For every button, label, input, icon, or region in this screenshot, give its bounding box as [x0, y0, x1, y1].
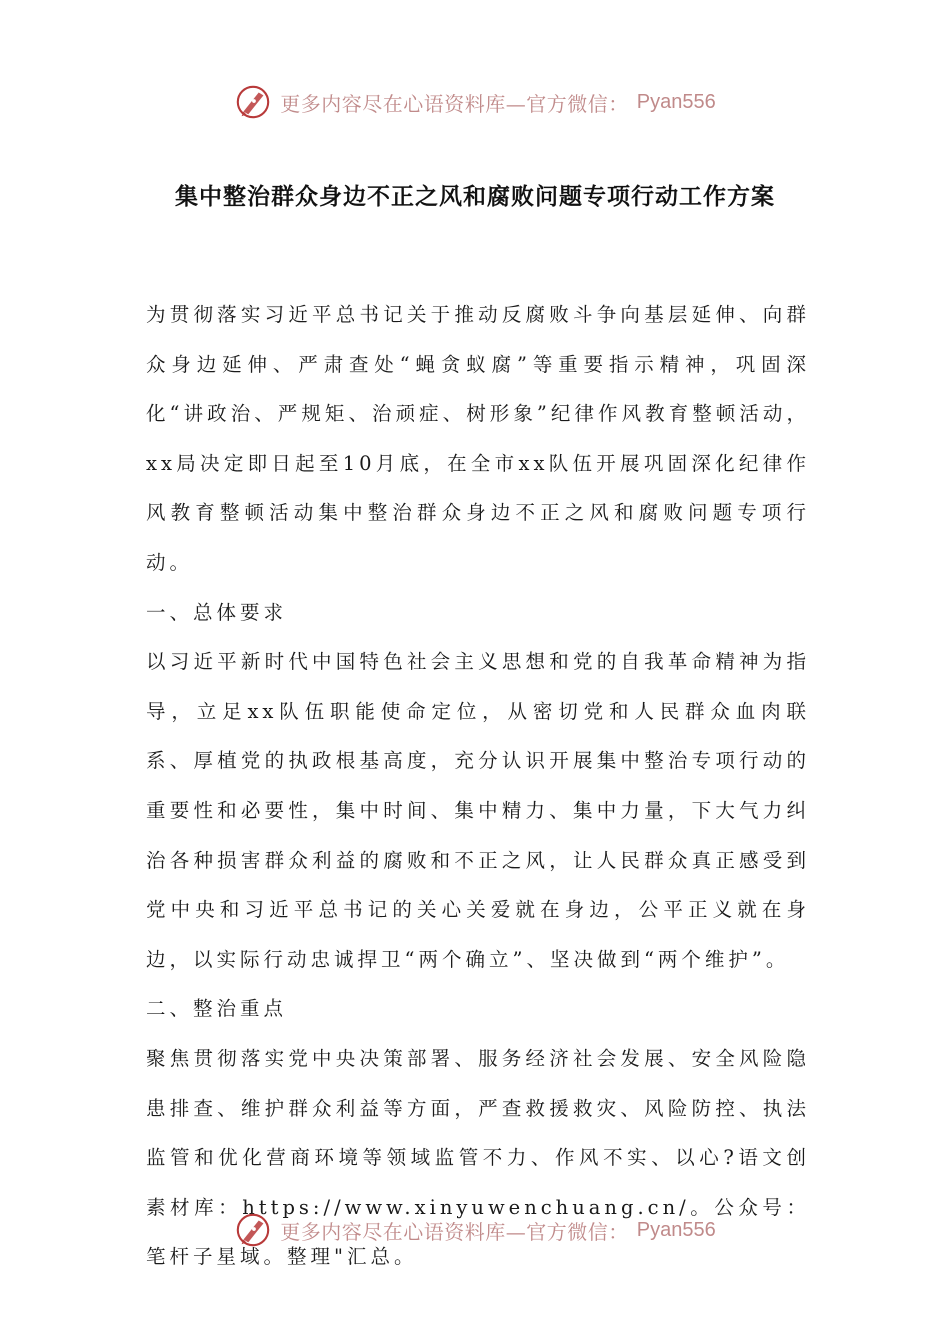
- paragraph-general-requirements: 以习近平新时代中国特色社会主义思想和党的自我革命精神为指导，立足xx队伍职能使命定位，从密切党和人民群众血肉联系、厚植党的执政根基高度，充分认识开展集中整治专项行动的重要性和必要性，集中时间、集中精力、集中力量，下大气力纠治各种损害群众利益的腐败和不正之风，让人民群众真正感受到党中央和习近平总书记的关心关爱就在身边，公平正义就在身边，以实际行动忠诚捍卫“两个确立”、坚决做到“两个维护”。: [146, 650, 810, 971]
- paragraph-intro: 为贯彻落实习近平总书记关于推动反腐败斗争向基层延伸、向群众身边延伸、严肃查处“蝇贪蚁腐”等重要指示精神，巩固深化“讲政治、严规矩、治顽症、树形象”纪律作风教育整顿活动，xx局决定即日起至10月底，在全市xx队伍开展巩固深化纪律作风教育整顿活动集中整治群众身边不正之风和腐败问题专项行动。: [146, 303, 810, 574]
- header-watermark-banner: [0, 80, 950, 124]
- footer-watermark-banner: [0, 1208, 950, 1252]
- paragraph-key-areas: 聚焦贯彻落实党中央决策部署、服务经济社会发展、安全风险隐患排查、维护群众利益等方面，严查救援救灾、风险防控、执法监管和优化营商环境等领域监管不力、作风不实、以心?语文创素材库：https://www.xinyuwenchuang.cn/。公众号：笔杆子星域。整理"汇总。: [146, 1046, 810, 1269]
- banner-wechat-id: Pyan556: [636, 1218, 716, 1241]
- document-title: 集中整治群众身边不正之风和腐败问题专项行动工作方案: [175, 183, 775, 210]
- banner-text: 更多内容尽在心语资料库—官方微信：: [280, 1219, 629, 1244]
- banner-wechat-id: Pyan556: [636, 90, 716, 113]
- banner-text: 更多内容尽在心语资料库—官方微信：: [280, 91, 629, 116]
- section-heading-key-areas: 二、整治重点: [146, 997, 288, 1021]
- pen-logo-icon: [234, 83, 272, 121]
- document-body: [146, 290, 810, 1282]
- section-heading-general-requirements: 一、总体要求: [146, 600, 288, 624]
- pen-logo-icon: [234, 1211, 272, 1249]
